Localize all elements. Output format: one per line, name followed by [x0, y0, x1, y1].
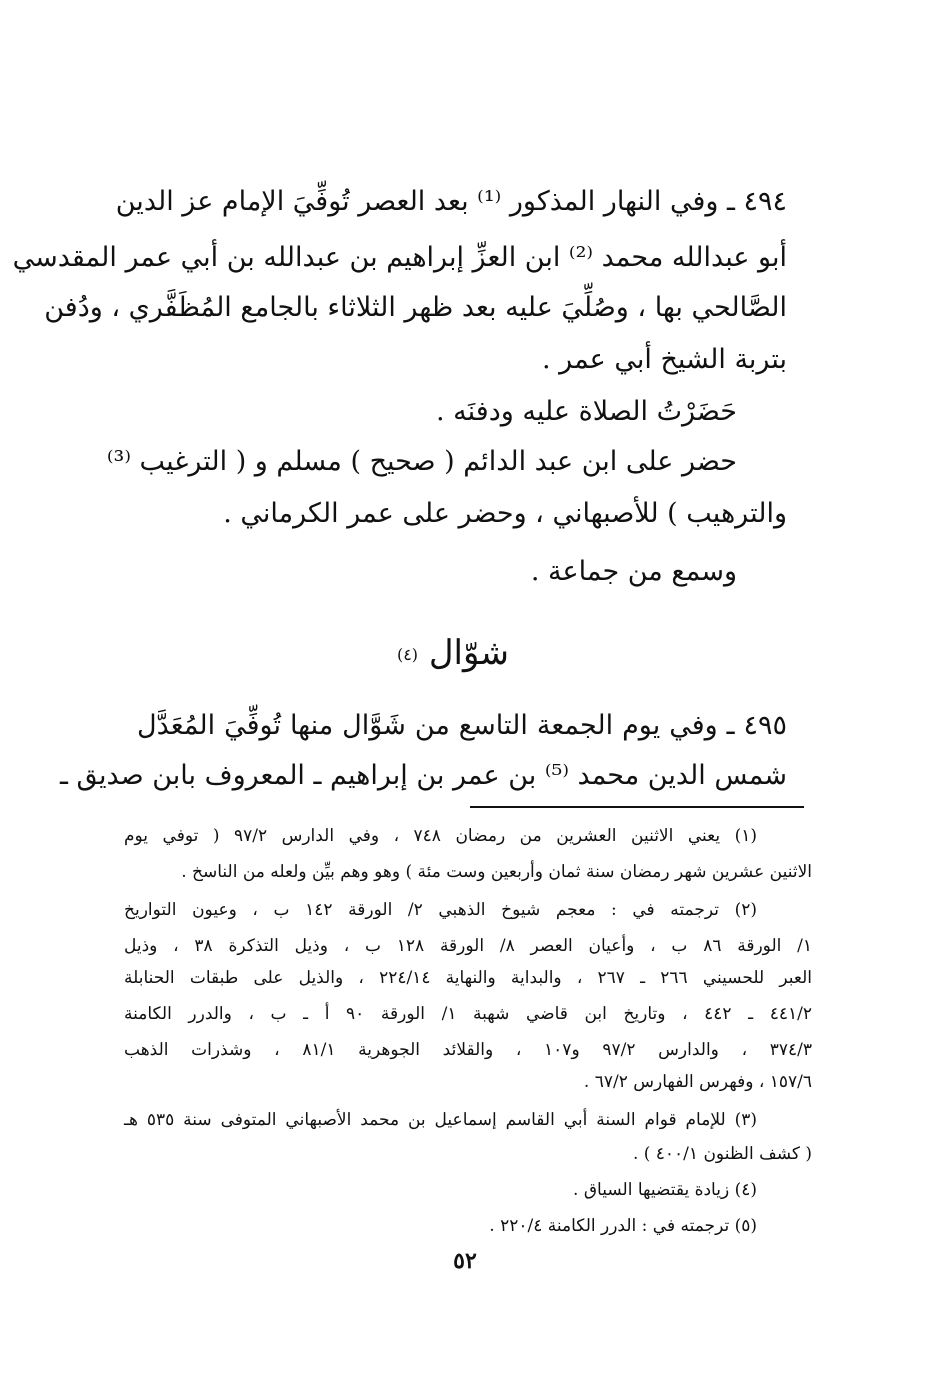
entry-495-line-1: ٤٩٥ ـ وفي يوم الجمعة التاسع من شَوَّال منها تُوفِّيَ المُعَدَّل: [137, 710, 787, 741]
heading-text: شوّال: [428, 633, 510, 673]
footnote-1-line-1: (١) يعني الاثنين العشرين من رمضان ٧٤٨ ، وفي الدارس ٩٧/٢ ( توفي يوم: [124, 826, 757, 846]
footnote-2-line-5: ٣٧٤/٣ ، والدارس ٩٧/٢ و١٠٧ ، والقلائد الجوهرية ٨١/١ ، وشذرات الذهب: [124, 1040, 813, 1060]
entry-494-line-3: الصَّالحي بها ، وصُلِّيَ عليه بعد ظهر الثلاثاء بالجامع المُظَفَّري ، ودُفن: [44, 292, 787, 323]
footnote-5: (٥) ترجمته في : الدرر الكامنة ٢٢٠/٤ .: [489, 1216, 757, 1236]
heard-line: وسمع من جماعة .: [530, 556, 737, 587]
footnote-3-line-1: (٣) للإمام قوام السنة أبي القاسم إسماعيل بن محمد الأصبهاني المتوفى سنة ٥٣٥ هـ: [124, 1110, 757, 1130]
footnote-2-line-1: (٢) ترجمته في : معجم شيوخ الذهبي ٢/ الورقة ١٤٢ ب ، وعيون التواريخ: [124, 900, 757, 920]
heading-footnote-marker: (٤): [396, 645, 419, 664]
entry-495-line-2: شمس الدين محمد ⁽⁵⁾ بن عمر بن إبراهيم ـ المعروف بابن صديق ـ: [60, 760, 787, 791]
entry-494-line-1: ٤٩٤ ـ وفي النهار المذكور ⁽¹⁾ بعد العصر تُوفِّيَ الإمام عز الدين: [115, 186, 787, 217]
footnote-2-line-4: ٤٤١/٢ ـ ٤٤٢ ، وتاريخ ابن قاضي شهبة ١/ الورقة ٩٠ أ ـ ب ، والدرر الكامنة: [124, 1004, 813, 1024]
section-heading: [368, 628, 538, 678]
footnote-2-line-6: ١٥٧/٦ ، وفهرس الفهارس ٦٧/٢ .: [583, 1072, 812, 1092]
page-number: ٥٢: [453, 1248, 477, 1274]
attended-prayer-line: حَضَرْتُ الصلاة عليه ودفنَه .: [436, 396, 737, 427]
footnote-2-line-2: ١/ الورقة ٨٦ ب ، وأعيان العصر ٨/ الورقة ١٢٨ ب ، وذيل التذكرة ٣٨ ، وذيل: [124, 936, 813, 956]
entry-494-line-2: أبو عبدالله محمد ⁽²⁾ ابن العزِّ إبراهيم بن عبدالله بن أبي عمر المقدسي: [12, 242, 787, 273]
footnote-1-line-2: الاثنين عشرين شهر رمضان سنة ثمان وأربعين وست مئة ) وهو وهم بيِّن ولعله من الناسخ .: [181, 862, 812, 882]
attended-line-2: والترهيب ) للأصبهاني ، وحضر على عمر الكرماني .: [223, 498, 787, 529]
footnote-4: (٤) زيادة يقتضيها السياق .: [573, 1180, 757, 1200]
footnote-2-line-3: العبر للحسيني ٢٦٦ ـ ٢٦٧ ، والبداية والنهاية ٢٢٤/١٤ ، والذيل على طبقات الحنابلة: [124, 968, 812, 988]
entry-494-line-4: بتربة الشيخ أبي عمر .: [542, 344, 787, 375]
footnote-separator: [470, 806, 804, 808]
attended-line-1: حضر على ابن عبد الدائم ( صحيح ) مسلم و ( الترغيب ⁽³⁾: [106, 446, 737, 477]
footnote-3-line-2: ( كشف الظنون ٤٠٠/١ ) .: [632, 1144, 812, 1164]
